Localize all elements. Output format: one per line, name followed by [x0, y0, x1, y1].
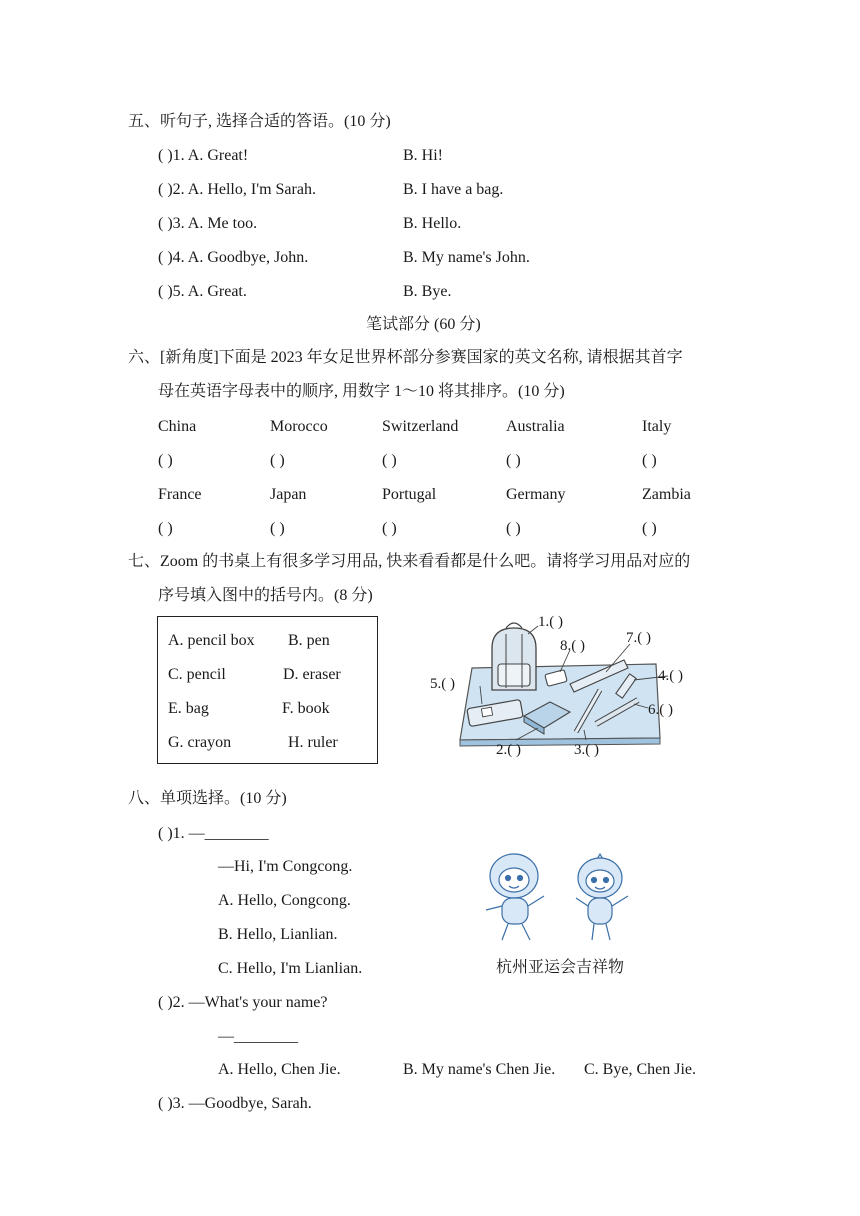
- answer-blank[interactable]: ( ): [382, 452, 397, 469]
- option-item: B. pen: [288, 632, 330, 649]
- s5-q5-b: B. Bye.: [403, 283, 452, 300]
- option-item: H. ruler: [288, 734, 338, 751]
- mascots-illustration: [478, 848, 648, 948]
- s8-q2-reply: —________: [218, 1028, 298, 1045]
- answer-blank[interactable]: ( ): [158, 520, 173, 537]
- s5-q5: ( )5. A. Great.: [158, 283, 247, 300]
- country-name: Australia: [506, 418, 565, 435]
- option-item: C. pencil: [168, 666, 226, 683]
- s8-q1-reply: —Hi, I'm Congcong.: [218, 858, 353, 875]
- option-item: F. book: [282, 700, 330, 717]
- country-name: Morocco: [270, 418, 328, 435]
- label-2: 2.( ): [496, 742, 521, 758]
- s8-q2-stem: ( )2. —What's your name?: [158, 994, 328, 1011]
- section-7-title-line1: 七、Zoom 的书桌上有很多学习用品, 快来看看都是什么吧。请将学习用品对应的: [128, 553, 691, 570]
- s5-q2: ( )2. A. Hello, I'm Sarah.: [158, 181, 316, 198]
- option-item: E. bag: [168, 700, 209, 717]
- s5-q2-b: B. I have a bag.: [403, 181, 504, 198]
- s5-q1-b: B. Hi!: [403, 147, 443, 164]
- section-7-title-line2: 序号填入图中的括号内。(8 分): [158, 587, 373, 604]
- section-8-title: 八、单项选择。(10 分): [128, 790, 287, 807]
- section-5-title: 五、听句子, 选择合适的答语。(10 分): [128, 113, 391, 130]
- answer-blank[interactable]: ( ): [158, 452, 173, 469]
- country-name: Italy: [642, 418, 672, 435]
- s8-q1-option-a: A. Hello, Congcong.: [218, 892, 351, 909]
- country-name: Japan: [270, 486, 307, 503]
- desk-illustration: [420, 608, 730, 764]
- country-name: Zambia: [642, 486, 691, 503]
- answer-blank[interactable]: ( ): [382, 520, 397, 537]
- answer-blank[interactable]: ( ): [642, 452, 657, 469]
- s8-q3-stem: ( )3. —Goodbye, Sarah.: [158, 1095, 312, 1112]
- section-6-title-line1: 六、[新角度]下面是 2023 年女足世界杯部分参赛国家的英文名称, 请根据其首字: [128, 349, 683, 366]
- written-part-heading: 笔试部分 (60 分): [366, 316, 481, 333]
- answer-blank[interactable]: ( ): [642, 520, 657, 537]
- label-4: 4.( ): [658, 668, 683, 684]
- label-6: 6.( ): [648, 702, 673, 718]
- country-name: France: [158, 486, 202, 503]
- country-name: Switzerland: [382, 418, 459, 435]
- option-item: A. pencil box: [168, 632, 255, 649]
- option-item: D. eraser: [283, 666, 341, 683]
- label-8: 8.( ): [560, 638, 585, 654]
- s5-q1: ( )1. A. Great!: [158, 147, 249, 164]
- country-name: Portugal: [382, 486, 437, 503]
- mascot-lianlian-icon: [576, 854, 628, 940]
- s5-q4-b: B. My name's John.: [403, 249, 530, 266]
- section-6-title-line2: 母在英语字母表中的顺序, 用数字 1～10 将其排序。(10 分): [158, 383, 565, 400]
- mascot-congcong-icon: [486, 854, 544, 940]
- s5-q3: ( )3. A. Me too.: [158, 215, 258, 232]
- country-name: Germany: [506, 486, 566, 503]
- answer-blank[interactable]: ( ): [270, 452, 285, 469]
- s8-q2-option-b: B. My name's Chen Jie.: [403, 1061, 556, 1078]
- answer-blank[interactable]: ( ): [506, 520, 521, 537]
- s8-q1-option-b: B. Hello, Lianlian.: [218, 926, 338, 943]
- country-name: China: [158, 418, 197, 435]
- label-1: 1.( ): [538, 614, 563, 630]
- label-3: 3.( ): [574, 742, 599, 758]
- s8-q1-option-c: C. Hello, I'm Lianlian.: [218, 960, 363, 977]
- s8-q1-stem: ( )1. —________: [158, 825, 269, 842]
- option-item: G. crayon: [168, 734, 232, 751]
- mascot-caption: 杭州亚运会吉祥物: [496, 959, 625, 976]
- answer-blank[interactable]: ( ): [270, 520, 285, 537]
- answer-blank[interactable]: ( ): [506, 452, 521, 469]
- s8-q2-option-a: A. Hello, Chen Jie.: [218, 1061, 341, 1078]
- label-7: 7.( ): [626, 630, 651, 646]
- s5-q4: ( )4. A. Goodbye, John.: [158, 249, 309, 266]
- label-5: 5.( ): [430, 676, 455, 692]
- s5-q3-b: B. Hello.: [403, 215, 462, 232]
- s8-q2-option-c: C. Bye, Chen Jie.: [584, 1061, 696, 1078]
